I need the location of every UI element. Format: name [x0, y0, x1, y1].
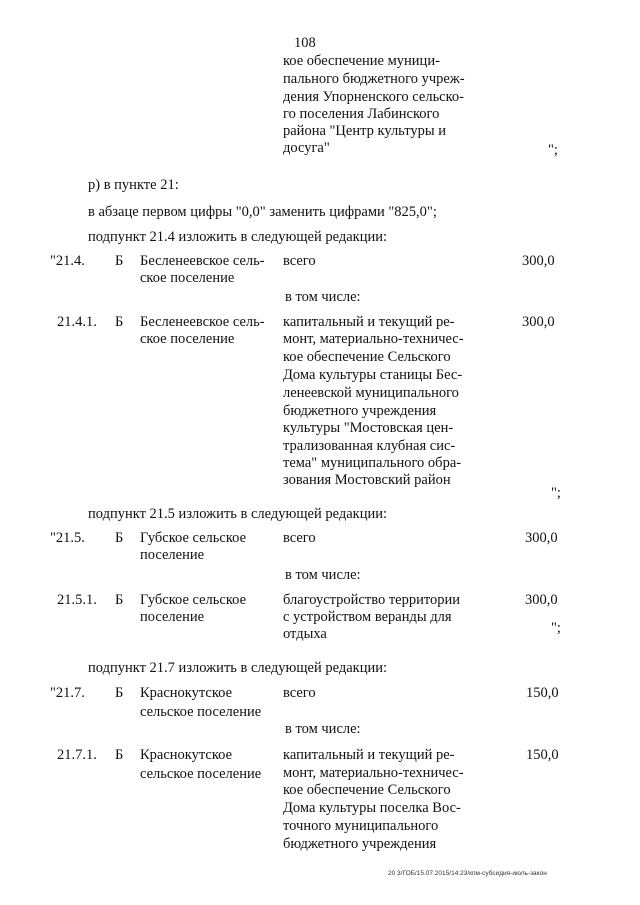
row-description: бюджетного учреждения: [283, 836, 437, 852]
row-amount: 300,0: [522, 253, 555, 269]
row-amount: 300,0: [525, 530, 558, 546]
row-amount: 150,0: [526, 685, 559, 701]
row-name: поселение: [140, 547, 205, 563]
row-amount: 300,0: [522, 314, 555, 330]
row-name: Краснокутское: [140, 747, 233, 763]
row-including: в том числе:: [285, 289, 361, 305]
row-name: Бесленеевское сель-: [140, 314, 265, 330]
row-category: Б: [115, 685, 124, 701]
row-category: Б: [115, 314, 124, 330]
row-description: кое обеспечение Сельского: [283, 782, 451, 798]
row-number: 21.7.1.: [57, 747, 97, 763]
row-description: с устройством веранды для: [283, 609, 452, 625]
text-line: досуга": [283, 140, 330, 156]
instruction-sub-21-5: подпункт 21.5 изложить в следующей редакции:: [88, 506, 388, 522]
row-amount: 150,0: [526, 747, 559, 763]
row-description: кое обеспечение Сельского: [283, 349, 451, 365]
row-name: Бесленеевское сель-: [140, 253, 265, 269]
row-name: ское поселение: [140, 331, 235, 347]
row-description: всего: [283, 530, 316, 546]
row-name: сельское поселение: [140, 704, 262, 720]
row-description: благоустройство территории: [283, 592, 461, 608]
row-description: всего: [283, 253, 316, 269]
row-description: зования Мостовский район: [283, 472, 451, 488]
row-description: Дома культуры поселка Вос-: [283, 800, 461, 816]
row-description: трализованная клубная сис-: [283, 438, 456, 454]
row-description: всего: [283, 685, 316, 701]
row-number: "21.4.: [50, 253, 85, 269]
instruction-sub-21-7: подпункт 21.7 изложить в следующей редакции:: [88, 660, 388, 676]
row-description: культуры "Мостовская цен-: [283, 420, 454, 436]
row-category: Б: [115, 592, 124, 608]
text-line: пального бюджетного учреж-: [283, 71, 465, 87]
row-number: 21.4.1.: [57, 314, 97, 330]
row-description: точного муниципального: [283, 818, 439, 834]
row-category: Б: [115, 253, 124, 269]
row-description: капитальный и текущий ре-: [283, 747, 455, 763]
row-description: ленеевской муниципального: [283, 385, 459, 401]
row-amount: 300,0: [525, 592, 558, 608]
row-description: монт, материально-техничес-: [283, 765, 464, 781]
text-line: кое обеспечение муници-: [283, 53, 440, 69]
row-name: сельское поселение: [140, 766, 262, 782]
instruction-sub-21-4: подпункт 21.4 изложить в следующей редакции:: [88, 229, 388, 245]
text-line: района "Центр культуры и: [283, 123, 447, 139]
page-number: 108: [294, 35, 316, 51]
row-number: 21.5.1.: [57, 592, 97, 608]
row-description: тема" муниципального обра-: [283, 455, 462, 471]
row-name: Краснокутское: [140, 685, 233, 701]
closing-quote: ";: [548, 142, 558, 158]
text-line: го поселения Лабинского: [283, 106, 440, 122]
row-category: Б: [115, 530, 124, 546]
row-number: "21.7.: [50, 685, 85, 701]
instruction-p-item: р) в пункте 21:: [88, 177, 179, 193]
row-category: Б: [115, 747, 124, 763]
text-line: дения Упорненского сельско-: [283, 89, 465, 105]
row-description: капитальный и текущий ре-: [283, 314, 455, 330]
row-name: поселение: [140, 609, 205, 625]
row-name: Губское сельское: [140, 530, 247, 546]
footer-stamp: 20 3/ГОБ/15.07.2015/14:23/кпм-субсидия-июль-закон: [388, 870, 547, 877]
row-description: монт, материально-техничес-: [283, 331, 464, 347]
instruction-abzac: в абзаце первом цифры "0,0" заменить цифрами "825,0";: [88, 204, 437, 220]
closing-quote: ";: [551, 620, 561, 636]
row-name: ское поселение: [140, 270, 235, 286]
row-including: в том числе:: [285, 567, 361, 583]
row-including: в том числе:: [285, 721, 361, 737]
row-description: отдыха: [283, 626, 327, 642]
row-description: бюджетного учреждения: [283, 403, 437, 419]
closing-quote: ";: [551, 485, 561, 501]
row-description: Дома культуры станицы Бес-: [283, 367, 463, 383]
row-number: "21.5.: [50, 530, 85, 546]
row-name: Губское сельское: [140, 592, 247, 608]
